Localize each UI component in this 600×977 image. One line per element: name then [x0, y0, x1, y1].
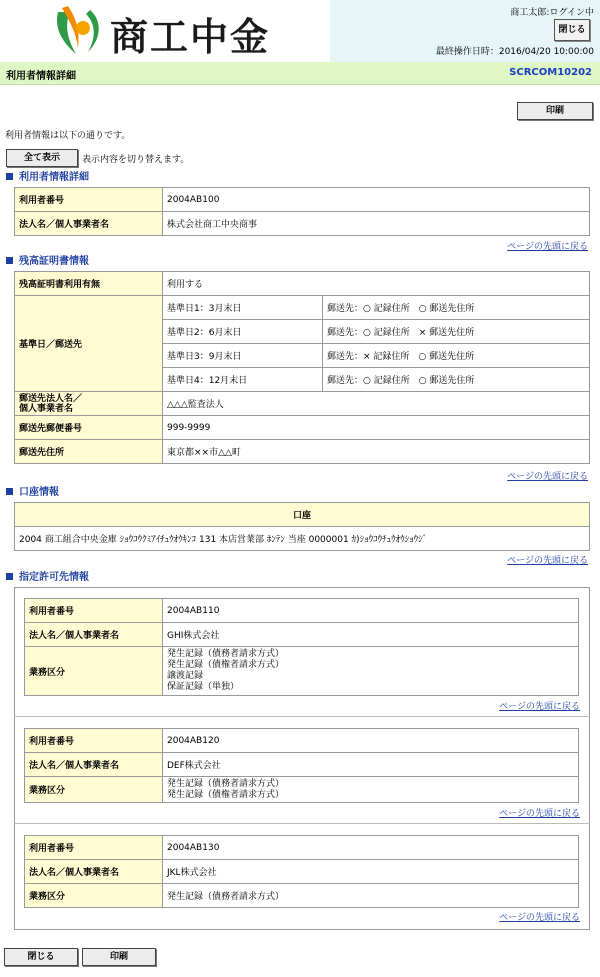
entry3-business-label: 業務区分	[25, 884, 163, 908]
table-row	[15, 416, 590, 440]
close-button-top[interactable]: 閉じる	[554, 19, 590, 41]
entry2-business-label: 業務区分	[25, 777, 163, 803]
table-row	[15, 188, 590, 212]
entry3-corp-value: JKL株式会社	[163, 860, 579, 884]
table-row	[25, 647, 579, 696]
back-to-top-link-5[interactable]: ページの先頭に戻る	[499, 809, 580, 819]
base-date-1: 基準日1：3月末日	[163, 296, 323, 320]
mail-zip-label: 郵送先郵便番号	[15, 416, 163, 440]
login-user: 商工太郎:ログイン中	[510, 8, 594, 18]
cert-usage-value: 利用する	[163, 272, 590, 296]
back-to-top-link-4[interactable]: ページの先頭に戻る	[499, 702, 580, 712]
intro-text: 利用者情報は以下の通りです。	[5, 131, 131, 141]
cert-usage-label: 残高証明書利用有無	[15, 272, 163, 296]
table-row	[25, 836, 579, 860]
account-value: 2004 商工組合中央金庫 ｼｮｳｺｳｸﾐｱｲﾁｭｳｵｳｷﾝｺ 131 本店営業部 ﾎﾝﾃﾝ 当座 0000001 ｶ)ｼｮｳｺｳﾁｭｳｵｳｼｮｳｼﾞ	[15, 527, 590, 551]
entry1-business-1: 発生記録（債務者請求方式）	[167, 649, 285, 659]
entry1-user-no-value: 2004AB110	[163, 599, 579, 623]
entry1-corp-label: 法人名／個人事業者名	[25, 623, 163, 647]
mail-dest-3: 郵送先：× 記録住所 ○ 郵送先住所	[323, 344, 590, 368]
permitted-entry-3	[24, 835, 579, 908]
screen-code: SCRCOM10202	[509, 67, 592, 78]
entry-divider	[14, 716, 590, 717]
user-no-value: 2004AB100	[163, 188, 590, 212]
base-date-2: 基準日2：6月末日	[163, 320, 323, 344]
print-button-top[interactable]: 印刷	[517, 102, 593, 120]
mail-address-value: 東京都××市△△町	[163, 440, 590, 464]
table-row	[25, 777, 579, 803]
mail-dest-1: 郵送先：○ 記録住所 ○ 郵送先住所	[323, 296, 590, 320]
entry2-user-no-label: 利用者番号	[25, 729, 163, 753]
entry3-business-value: 発生記録（債務者請求方式）	[163, 884, 579, 908]
header	[0, 0, 600, 62]
entry2-corp-value: DEF株式会社	[163, 753, 579, 777]
entry3-corp-label: 法人名／個人事業者名	[25, 860, 163, 884]
mail-address-label: 郵送先住所	[15, 440, 163, 464]
mail-dest-4: 郵送先：○ 記録住所 ○ 郵送先住所	[323, 368, 590, 392]
table-row	[15, 392, 590, 416]
mail-dest-2: 郵送先：○ 記録住所 × 郵送先住所	[323, 320, 590, 344]
account-header: 口座	[15, 503, 590, 527]
entry1-user-no-label: 利用者番号	[25, 599, 163, 623]
table-row	[15, 503, 590, 527]
entry2-business-value	[163, 777, 579, 803]
table-row	[25, 884, 579, 908]
mail-corp-label-line1: 郵送先法人名／	[19, 393, 83, 404]
entry1-corp-value: GHI株式会社	[163, 623, 579, 647]
table-row	[15, 440, 590, 464]
corp-name-value: 株式会社商工中央商事	[163, 212, 590, 236]
entry1-business-4: 保証記録（単独）	[167, 682, 240, 692]
entry3-user-no-value: 2004AB130	[163, 836, 579, 860]
mail-corp-value: △△△監査法人	[163, 392, 590, 416]
table-row	[25, 729, 579, 753]
permitted-entry-1	[24, 598, 579, 696]
print-button-bottom[interactable]: 印刷	[82, 948, 156, 966]
mail-corp-label	[15, 392, 163, 416]
entry2-business-1: 発生記録（債務者請求方式）	[167, 778, 285, 789]
mail-zip-value: 999-9999	[163, 416, 590, 440]
last-operation: 最終操作日時：2016/04/20 10:00:00	[435, 47, 594, 57]
mail-corp-label-line2: 個人事業者名	[19, 403, 74, 414]
section-user-detail: 利用者情報詳細	[6, 168, 89, 183]
account-table	[14, 502, 590, 551]
page-title: 利用者情報詳細	[6, 71, 76, 82]
entry1-business-value	[163, 647, 579, 696]
logo-text: 商工中金	[110, 15, 271, 59]
section-balance-cert: 残高証明書情報	[6, 252, 89, 267]
entry2-corp-label: 法人名／個人事業者名	[25, 753, 163, 777]
user-no-label: 利用者番号	[15, 188, 163, 212]
corp-name-label: 法人名／個人事業者名	[15, 212, 163, 236]
entry2-user-no-value: 2004AB120	[163, 729, 579, 753]
section-account: 口座情報	[6, 483, 59, 498]
entry1-business-2: 発生記録（債権者請求方式）	[167, 660, 285, 670]
table-row	[25, 860, 579, 884]
show-all-note: 表示内容を切り替えます。	[82, 155, 190, 165]
table-row	[25, 753, 579, 777]
back-to-top-link-3[interactable]: ページの先頭に戻る	[507, 556, 588, 566]
base-date-3: 基準日3：9月末日	[163, 344, 323, 368]
table-row	[15, 212, 590, 236]
table-row	[25, 599, 579, 623]
table-row	[15, 272, 590, 296]
back-to-top-link-1[interactable]: ページの先頭に戻る	[507, 242, 588, 252]
base-date-4: 基準日4：12月末日	[163, 368, 323, 392]
permitted-entry-2	[24, 728, 579, 803]
table-row	[25, 623, 579, 647]
logo	[0, 0, 330, 62]
user-detail-table	[14, 187, 590, 236]
base-date-label: 基準日／郵送先	[15, 296, 163, 392]
entry1-business-3: 譲渡記録	[167, 671, 204, 681]
back-to-top-link-6[interactable]: ページの先頭に戻る	[499, 913, 580, 923]
logo-icon	[50, 2, 110, 60]
title-bar	[0, 62, 600, 85]
balance-cert-table	[14, 271, 590, 464]
header-user-area	[330, 0, 600, 62]
entry1-business-label: 業務区分	[25, 647, 163, 696]
close-button-bottom[interactable]: 閉じる	[4, 948, 78, 966]
entry-divider	[14, 823, 590, 824]
entry2-business-2: 発生記録（債権者請求方式）	[167, 789, 285, 800]
section-permitted: 指定許可先情報	[6, 568, 89, 583]
entry3-user-no-label: 利用者番号	[25, 836, 163, 860]
show-all-button[interactable]: 全て表示	[6, 149, 78, 167]
table-row	[15, 296, 590, 320]
table-row	[15, 527, 590, 551]
back-to-top-link-2[interactable]: ページの先頭に戻る	[507, 472, 588, 482]
